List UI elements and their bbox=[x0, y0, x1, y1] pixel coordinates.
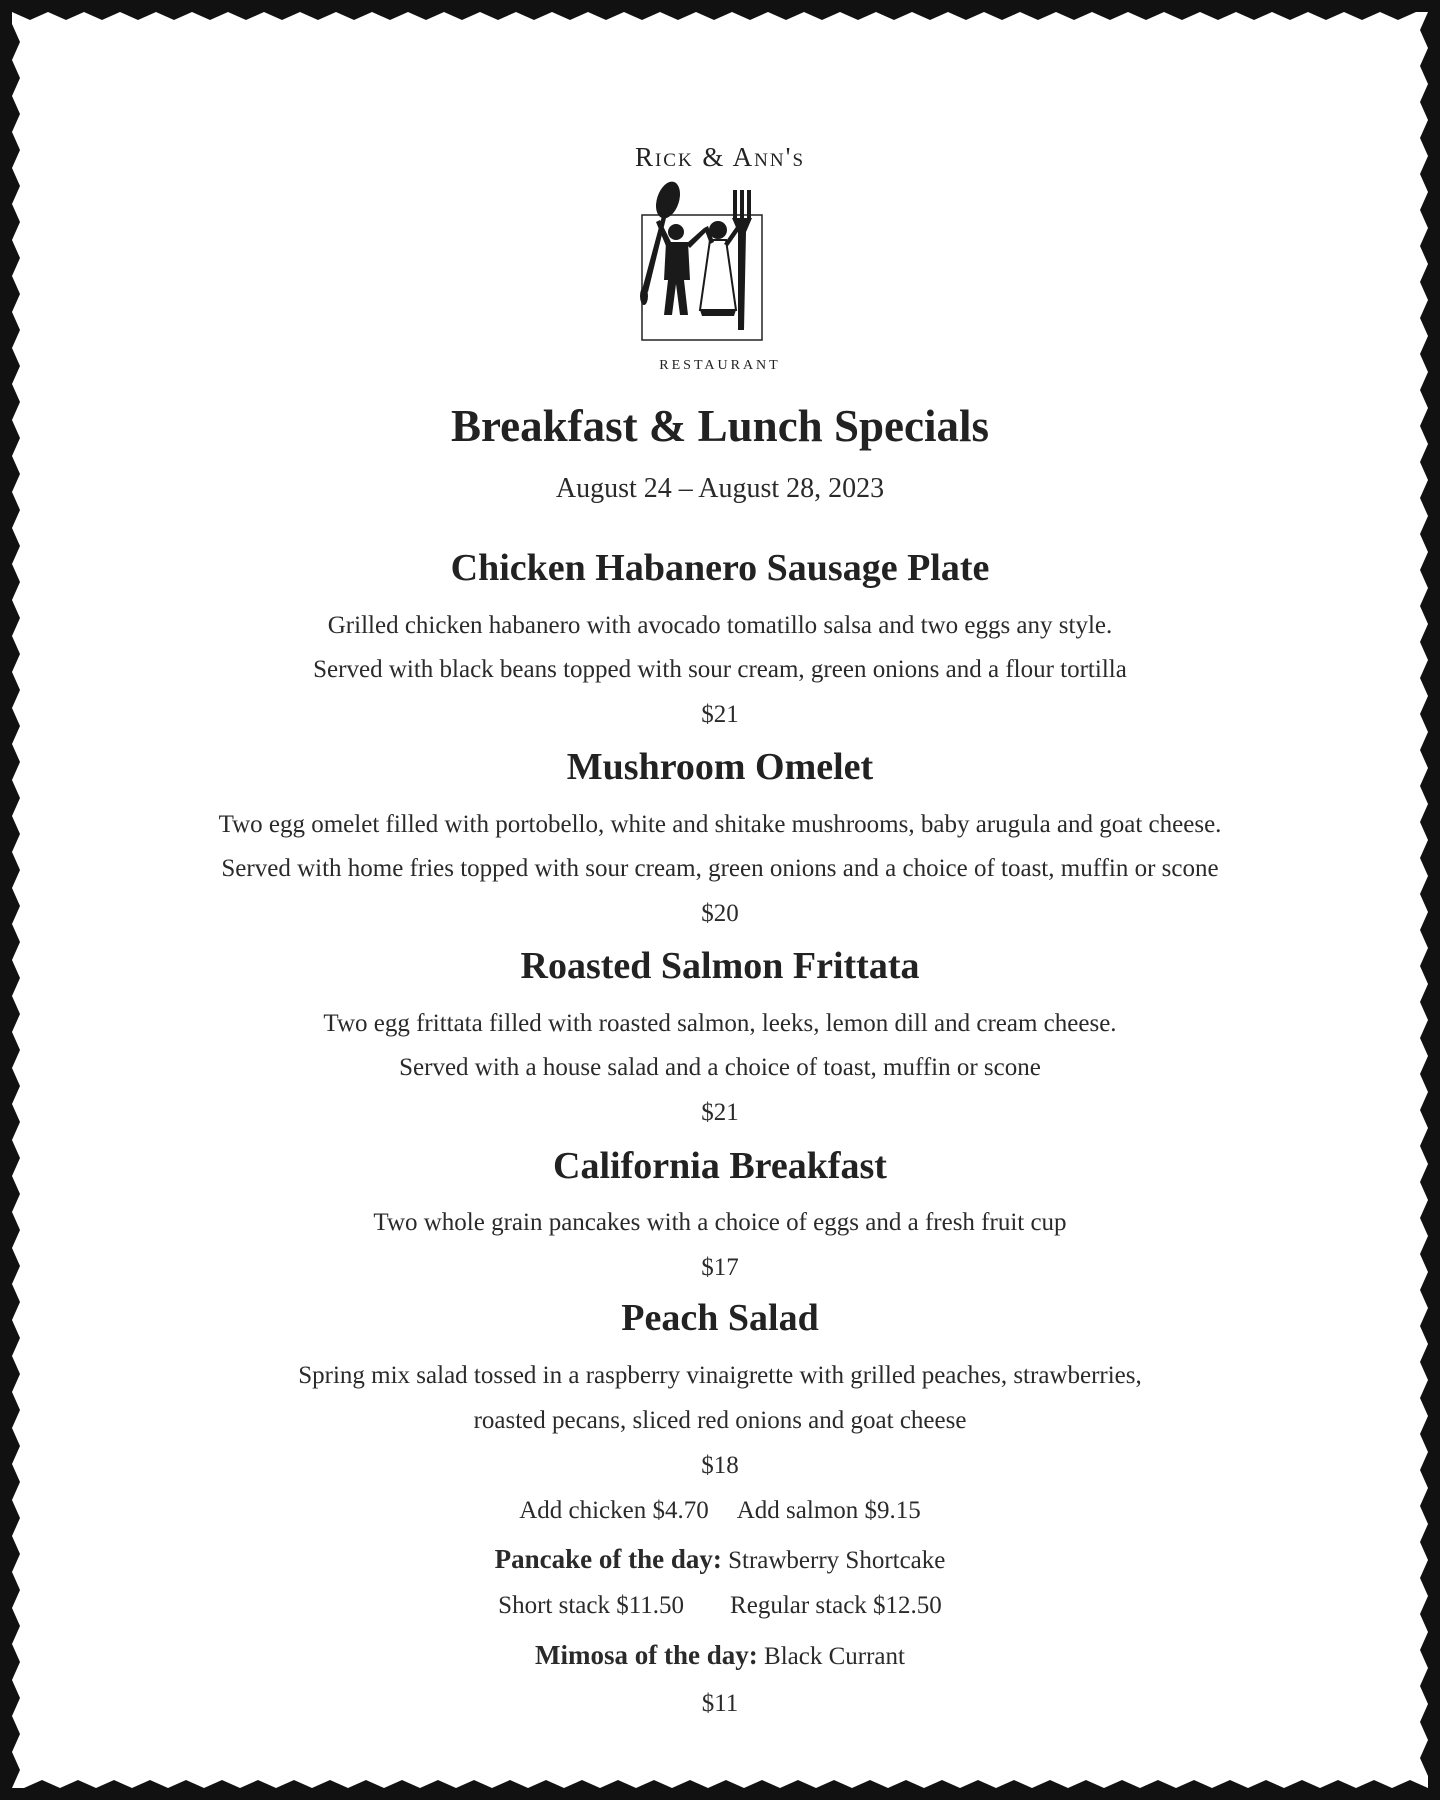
menu-item-description: roasted pecans, sliced red onions and goat cheese bbox=[473, 1407, 967, 1434]
menu-item-description: Spring mix salad tossed in a raspberry vinaigrette with grilled peaches, strawberries, bbox=[298, 1362, 1142, 1389]
pancake-short-stack: Short stack $11.50 bbox=[498, 1592, 685, 1619]
menu-item-price: $21 bbox=[701, 701, 739, 728]
mimosa-value: Black Currant bbox=[764, 1643, 905, 1670]
restaurant-name: Rick & Ann's bbox=[634, 142, 806, 172]
menu-item-price: $21 bbox=[701, 1099, 739, 1126]
menu-item-price: $20 bbox=[701, 900, 739, 927]
restaurant-subtitle: RESTAURANT bbox=[659, 358, 781, 373]
menu-item-description: Two whole grain pancakes with a choice of eggs and a fresh fruit cup bbox=[373, 1209, 1067, 1236]
menu-item-description: Two egg frittata filled with roasted salmon, leeks, lemon dill and cream cheese. bbox=[323, 1010, 1117, 1037]
addon-options bbox=[0, 1497, 1440, 1525]
pancake-prices bbox=[0, 1592, 1440, 1620]
menu-item-name: Peach Salad bbox=[621, 1297, 819, 1339]
menu-item-price: $18 bbox=[701, 1452, 739, 1479]
pancake-label: Pancake of the day: bbox=[494, 1544, 722, 1574]
pancake-regular-stack: Regular stack $12.50 bbox=[730, 1592, 942, 1619]
pancake-value: Strawberry Shortcake bbox=[728, 1547, 946, 1574]
menu-item-price: $17 bbox=[701, 1254, 739, 1281]
addon-salmon: Add salmon $9.15 bbox=[736, 1497, 921, 1524]
menu-item-description: Two egg omelet filled with portobello, white and shitake mushrooms, baby arugula and goat cheese. bbox=[218, 811, 1222, 838]
mimosa-price: $11 bbox=[701, 1690, 739, 1717]
menu-item-name: Chicken Habanero Sausage Plate bbox=[450, 547, 990, 589]
menu-item-description: Served with home fries topped with sour cream, green onions and a choice of toast, muffin or scone bbox=[221, 855, 1219, 882]
page-title: Breakfast & Lunch Specials bbox=[451, 401, 989, 451]
menu-item-description: Served with black beans topped with sour cream, green onions and a flour tortilla bbox=[313, 656, 1127, 683]
menu-item-name: Mushroom Omelet bbox=[566, 746, 874, 788]
menu-item-description: Grilled chicken habanero with avocado tomatillo salsa and two eggs any style. bbox=[327, 612, 1113, 639]
date-range: August 24 – August 28, 2023 bbox=[555, 473, 885, 504]
menu-item-name: California Breakfast bbox=[553, 1145, 887, 1187]
pancake-of-the-day bbox=[0, 1544, 1440, 1575]
addon-chicken: Add chicken $4.70 bbox=[519, 1497, 709, 1524]
menu-item-description: Served with a house salad and a choice of toast, muffin or scone bbox=[399, 1054, 1041, 1081]
menu-item-name: Roasted Salmon Frittata bbox=[520, 945, 920, 987]
mimosa-of-the-day bbox=[0, 1640, 1440, 1671]
restaurant-logo bbox=[620, 180, 780, 350]
mimosa-label: Mimosa of the day: bbox=[535, 1640, 758, 1670]
